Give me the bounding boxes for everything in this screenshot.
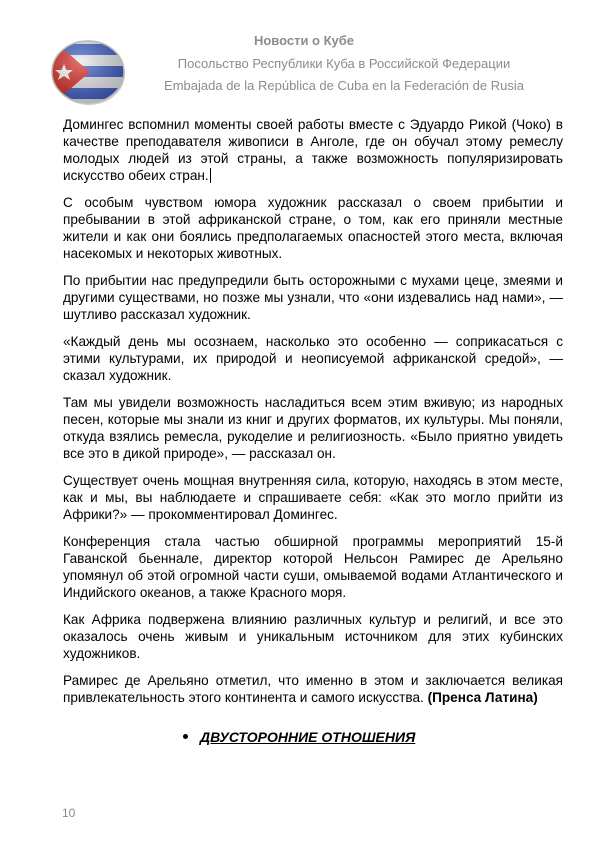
section-heading-bullet [200, 729, 415, 745]
paragraph: По прибытии нас предупредили быть осторожными с мухами цеце, змеями и другими существами, но позже мы узнали, что «они издевались над нами», — шутливо рассказал художник. [63, 273, 563, 322]
text-cursor [210, 168, 211, 183]
header-title: Новости о Кубе [253, 33, 355, 48]
paragraph [63, 116, 563, 184]
section-heading: ДВУСТОРОННИЕ ОТНОШЕНИЯ [200, 729, 416, 745]
paragraph-text: Домингес вспомнил моменты своей работы вместе с Эдуардо Рикой (Чоко) в качестве преподавателя живописи в Анголе, где он обучал этому ремеслу молодых людей из этой страны, а также возможность популяризировать искусство обеих стран. [63, 117, 563, 183]
paragraph-text: Рамирес де Арельяно отметил, что именно в этом и заключается великая привлекательность этого континента и самого искусства. [63, 673, 563, 705]
page-number: 10 [62, 806, 76, 820]
article-body [63, 116, 563, 716]
paragraph: Существует очень мощная внутренняя сила, которую, находясь в этом месте, как и мы, вы наблюдаете и спрашиваете себя: «Как это могло прийти из Африки?» — прокомментировал Домингес. [63, 473, 563, 522]
header-embassy-es: Embajada de la República de Cuba en la Federación de Rusia [164, 78, 524, 93]
bullet-icon [183, 734, 188, 739]
paragraph: Там мы увидели возможность насладиться всем этим вживую; из народных песен, которые мы знали из книг и других форматов, их культуры. Мы поняли, откуда взялись ремесла, рукоделие и религиозность. «Было приятно увидеть все это в дикой природе», — рассказал он. [63, 395, 563, 461]
paragraph: Как Африка подвержена влиянию различных культур и религий, и все это оказалось очень живым и уникальным источником для этих кубинских художников. [63, 612, 563, 661]
cuba-flag-icon [50, 38, 126, 106]
paragraph: С особым чувством юмора художник рассказал о своем прибытии и пребывании в этой африканской стране, о том, как его приняли местные жители и как они боялись предполагаемых опасностей этого места, включая насекомых и некоторых животных. [63, 195, 563, 261]
paragraph: Конференция стала частью обширной программы мероприятий 15-й Гаванской бьеннале, директор которой Нельсон Рамирес де Арельяно упомянул об этой огромной части суши, омываемой водами Атлантического и Индийского океанов, а также Красного моря. [63, 534, 563, 600]
header-embassy-ru: Посольство Республики Куба в Российской Федерации [177, 56, 511, 71]
paragraph: «Каждый день мы осознаем, насколько это особенно — соприкасаться с этими культурами, их природой и неописуемой африканской средой», — сказал художник. [63, 334, 563, 383]
page-header [0, 0, 608, 110]
paragraph-final [63, 672, 563, 706]
source-credit: (Пренса Латина) [427, 690, 538, 705]
